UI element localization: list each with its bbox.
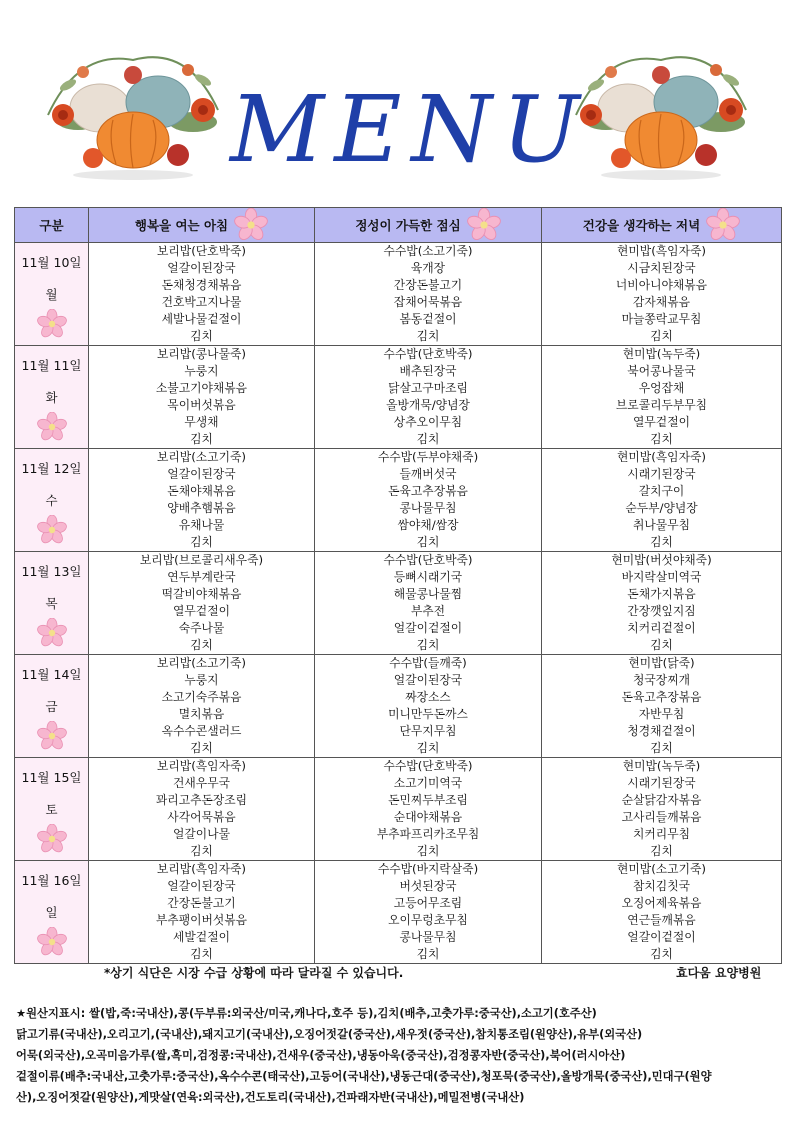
dish-item: 김치	[650, 638, 673, 652]
dish-item: 북어콩나물국	[627, 364, 696, 378]
dish-item: 김치	[190, 638, 213, 652]
dish-item: 시래기된장국	[627, 776, 696, 790]
dish-item: 콩나물무침	[399, 501, 457, 515]
origin-line: 산),오징어젓갈(원양산),게맛살(연육:외국산),건도토리(국내산),건파래자반(국내산),메밀전병(국내산)	[16, 1091, 525, 1104]
dish-item: 목이버섯볶음	[167, 398, 236, 412]
dish-item: 수수밥(단호박죽)	[383, 553, 473, 567]
day-cell	[15, 758, 89, 861]
origin-line: ★원산지표시: 쌀(밥,죽:국내산),콩(두부류:외국산/미국,캐나다,호주 등),김치(배추,고춧가루:중국산),소고기(호주산)	[16, 1007, 597, 1020]
dish-item: 열무겉절이	[173, 604, 230, 618]
dish-item: 참치김칫국	[633, 879, 690, 893]
pumpkin-bouquet-icon	[38, 40, 228, 180]
dinner-cell	[542, 346, 782, 449]
dish-item: 보리밥(흑임자죽)	[157, 862, 246, 876]
day-cell	[15, 861, 89, 964]
dish-item: 김치	[416, 535, 440, 549]
dish-item: 얼갈이된장국	[167, 879, 236, 893]
day-of-week: 일	[45, 905, 58, 920]
dish-item: 브로콜리두부무침	[615, 398, 708, 412]
day-of-week: 월	[45, 287, 58, 302]
lunch-header-label: 정성이 가득한 점심	[355, 218, 461, 233]
dish-item: 잡채어묵볶음	[393, 295, 463, 309]
dish-item: 김치	[650, 329, 673, 343]
dish-item: 김치	[416, 741, 440, 755]
dinner-cell	[542, 758, 782, 861]
dish-item: 세발겉절이	[173, 930, 230, 944]
dinner-cell	[542, 243, 782, 346]
menu-body	[15, 243, 782, 964]
dinner-cell	[542, 861, 782, 964]
day-of-week: 토	[45, 802, 58, 817]
dish-item: 현미밥(흑임자죽)	[617, 450, 706, 464]
breakfast-cell	[89, 449, 315, 552]
breakfast-cell	[89, 552, 315, 655]
page-header	[0, 0, 794, 200]
breakfast-header	[89, 208, 315, 243]
dish-item: 김치	[650, 432, 673, 446]
breakfast-cell	[89, 243, 315, 346]
day-cell	[15, 655, 89, 758]
dish-item: 양배추햄볶음	[167, 501, 236, 515]
dish-item: 해물콩나물찜	[393, 587, 463, 601]
dish-item: 간장깻잎지짐	[627, 604, 696, 618]
pumpkin-bouquet-icon	[566, 40, 756, 180]
day-of-week: 화	[45, 390, 58, 405]
day-date: 11월 14일	[21, 667, 82, 682]
day-cell	[15, 449, 89, 552]
dinner-header-label: 건강을 생각하는 저녁	[582, 218, 701, 233]
lunch-cell	[315, 243, 542, 346]
dish-item: 오징어제육볶음	[621, 896, 702, 910]
dish-item: 고등어무조림	[393, 896, 463, 910]
dish-item: 세발나물겉절이	[161, 312, 242, 326]
dish-item: 돈민찌두부조림	[388, 793, 468, 807]
dish-item: 고사리들깨볶음	[621, 810, 702, 824]
lunch-cell	[315, 552, 542, 655]
dish-item: 김치	[650, 741, 673, 755]
dish-item: 김치	[416, 638, 440, 652]
table-row	[15, 655, 782, 758]
origin-line: 닭고기류(국내산),오리고기,(국내산),돼지고기(국내산),오징어젓갈(중국산),새우젓(중국산),참치통조림(원양산),유부(외국산)	[16, 1028, 643, 1041]
cherry-blossom-icon	[37, 721, 67, 751]
table-row	[15, 758, 782, 861]
dish-item: 부추전	[410, 604, 446, 618]
breakfast-cell	[89, 655, 315, 758]
dish-item: 현미밥(버섯야채죽)	[611, 553, 712, 567]
dish-item: 상추오이무침	[393, 415, 463, 429]
hospital-name: 효다움 요양병원	[676, 966, 762, 980]
dish-item: 보리밥(브로콜리새우죽)	[139, 553, 264, 567]
dish-item: 건새우무국	[173, 776, 230, 790]
dish-item: 소고기숙주볶음	[161, 690, 242, 704]
table-row	[15, 243, 782, 346]
dish-item: 치커리무침	[633, 827, 690, 841]
page-title: MENU	[230, 76, 590, 183]
dish-item: 수수밥(들깨죽)	[389, 656, 467, 670]
dish-item: 얼갈이된장국	[167, 261, 236, 275]
dish-item: 수수밥(소고기죽)	[383, 244, 473, 258]
day-cell	[15, 346, 89, 449]
dish-item: 보리밥(콩나물죽)	[157, 347, 246, 361]
dish-item: 김치	[650, 844, 673, 858]
dish-item: 수수밥(단호박죽)	[383, 759, 473, 773]
day-of-week: 수	[45, 493, 58, 508]
cherry-blossom-icon	[37, 309, 67, 339]
breakfast-cell	[89, 346, 315, 449]
dish-item: 순대야채볶음	[393, 810, 463, 824]
dish-item: 미니만두돈까스	[388, 707, 468, 721]
dish-item: 봄동겉절이	[399, 312, 457, 326]
dish-item: 김치	[650, 947, 673, 961]
lunch-cell	[315, 655, 542, 758]
dish-item: 연근들깨볶음	[627, 913, 696, 927]
dish-item: 닭살고구마조림	[388, 381, 468, 395]
category-header-label: 구분	[39, 218, 64, 233]
dish-item: 김치	[416, 329, 440, 343]
dish-item: 누룽지	[184, 673, 219, 687]
dish-item: 콩나물무침	[399, 930, 457, 944]
dish-item: 돈육고추장볶음	[388, 484, 468, 498]
dish-item: 등뼈시래기국	[393, 570, 463, 584]
dish-item: 단무지무침	[399, 724, 457, 738]
dish-item: 숙주나물	[178, 621, 225, 635]
breakfast-cell	[89, 758, 315, 861]
dish-item: 청경채겉절이	[627, 724, 696, 738]
day-date: 11월 15일	[21, 770, 82, 785]
dinner-cell	[542, 655, 782, 758]
dish-item: 우엉잡채	[638, 381, 685, 395]
lunch-cell	[315, 758, 542, 861]
cherry-blossom-icon	[37, 515, 67, 545]
day-cell	[15, 243, 89, 346]
dish-item: 현미밥(녹두죽)	[622, 759, 701, 773]
dish-item: 부추팽이버섯볶음	[155, 913, 248, 927]
dish-item: 시금치된장국	[627, 261, 696, 275]
dinner-cell	[542, 449, 782, 552]
dish-item: 얼갈이된장국	[393, 673, 463, 687]
dish-item: 사각어묵볶음	[167, 810, 236, 824]
dish-item: 취나물무침	[633, 518, 690, 532]
origin-line: 겉절이류(배추:국내산,고춧가루:중국산),옥수수콘(태국산),고등어(국내산),냉동근대(중국산),청포묵(중국산),올방개묵(중국산),민대구(원양	[16, 1070, 712, 1083]
dish-item: 부추파프리카조무침	[376, 827, 480, 841]
dish-item: 청국장찌개	[633, 673, 690, 687]
cherry-blossom-icon	[37, 412, 67, 442]
dish-item: 건호박고지나물	[161, 295, 242, 309]
dish-item: 김치	[416, 844, 440, 858]
cherry-blossom-icon	[234, 208, 268, 242]
dish-item: 김치	[650, 535, 673, 549]
dish-item: 마늘쫑락교무침	[621, 312, 702, 326]
dinner-cell	[542, 552, 782, 655]
dish-item: 열무겉절이	[633, 415, 690, 429]
dish-item: 들깨버섯국	[399, 467, 457, 481]
dish-item: 순두부/양념장	[625, 501, 698, 515]
dish-item: 바지락살미역국	[621, 570, 702, 584]
dish-item: 멸치볶음	[178, 707, 225, 721]
dish-item: 보리밥(소고기죽)	[157, 450, 246, 464]
dish-item: 유채나물	[178, 518, 225, 532]
cherry-blossom-icon	[37, 618, 67, 648]
dish-item: 올방개묵/양념장	[386, 398, 470, 412]
table-row	[15, 861, 782, 964]
dish-item: 돈채가지볶음	[627, 587, 696, 601]
day-cell	[15, 552, 89, 655]
dish-item: 오이무렁초무침	[388, 913, 468, 927]
dish-item: 현미밥(흑임자죽)	[617, 244, 706, 258]
dish-item: 김치	[416, 947, 440, 961]
dish-item: 순살닭감자볶음	[621, 793, 702, 807]
dish-item: 수수밥(바지락살죽)	[377, 862, 479, 876]
dish-item: 돈채청경채볶음	[161, 278, 242, 292]
menu-table	[14, 207, 782, 964]
lunch-cell	[315, 346, 542, 449]
table-row	[15, 449, 782, 552]
dish-item: 소불고기야채볶음	[155, 381, 248, 395]
breakfast-cell	[89, 861, 315, 964]
dish-item: 보리밥(단호박죽)	[157, 244, 246, 258]
dish-item: 무생채	[184, 415, 219, 429]
lunch-cell	[315, 861, 542, 964]
dish-item: 김치	[190, 329, 213, 343]
cherry-blossom-icon	[706, 208, 740, 242]
dish-item: 짜장소스	[405, 690, 451, 704]
day-date: 11월 16일	[21, 873, 82, 888]
dish-item: 옥수수콘샐러드	[161, 724, 242, 738]
lunch-cell	[315, 449, 542, 552]
table-header-row	[15, 208, 782, 243]
dish-item: 갈치구이	[638, 484, 685, 498]
dish-item: 얼갈이겉절이	[393, 621, 463, 635]
day-date: 11월 13일	[21, 564, 82, 579]
dish-item: 수수밥(두부야채죽)	[377, 450, 479, 464]
category-header	[15, 208, 89, 243]
dish-item: 치커리겉절이	[627, 621, 696, 635]
dish-item: 얼갈이된장국	[167, 467, 236, 481]
cherry-blossom-icon	[467, 208, 501, 242]
dish-item: 김치	[190, 432, 213, 446]
dish-item: 김치	[416, 432, 440, 446]
dish-item: 수수밥(단호박죽)	[383, 347, 473, 361]
day-of-week: 금	[45, 699, 58, 714]
day-date: 11월 11일	[21, 358, 82, 373]
dish-item: 현미밥(닭죽)	[628, 656, 695, 670]
dish-item: 돈채야채볶음	[167, 484, 236, 498]
day-date: 11월 12일	[21, 461, 82, 476]
dish-item: 보리밥(흑임자죽)	[157, 759, 246, 773]
dish-item: 얼갈이겉절이	[627, 930, 696, 944]
dish-item: 너비아니야채볶음	[615, 278, 708, 292]
dish-item: 연두부계란국	[167, 570, 236, 584]
dish-item: 얼갈이나물	[173, 827, 230, 841]
menu-note: *상기 식단은 시장 수급 상황에 따라 달라질 수 있습니다.	[104, 966, 404, 980]
dish-item: 꽈리고추돈장조림	[155, 793, 248, 807]
breakfast-header-label: 행복을 여는 아침	[134, 218, 229, 233]
day-of-week: 목	[45, 596, 58, 611]
dish-item: 김치	[190, 741, 213, 755]
dinner-header	[542, 208, 782, 243]
dish-item: 육개장	[410, 261, 446, 275]
dish-item: 소고기미역국	[393, 776, 463, 790]
dish-item: 누룽지	[184, 364, 219, 378]
dish-item: 시래기된장국	[627, 467, 696, 481]
cherry-blossom-icon	[37, 824, 67, 854]
dish-item: 버섯된장국	[399, 879, 457, 893]
dish-item: 간장돈불고기	[167, 896, 236, 910]
dish-item: 보리밥(소고기죽)	[157, 656, 246, 670]
dish-item: 떡갈비야채볶음	[161, 587, 242, 601]
day-date: 11월 10일	[21, 255, 82, 270]
origin-line: 어묵(외국산),오곡미음가루(쌀,흑미,검정콩:국내산),건새우(중국산),냉동아욱(중국산),검정콩자반(중국산),북어(러시아산)	[16, 1049, 626, 1062]
dish-item: 감자채볶음	[633, 295, 690, 309]
dish-item: 쌈야채/쌈장	[397, 518, 459, 532]
dish-item: 간장돈불고기	[393, 278, 463, 292]
cherry-blossom-icon	[37, 927, 67, 957]
table-row	[15, 346, 782, 449]
lunch-header	[315, 208, 542, 243]
dish-item: 김치	[190, 947, 213, 961]
table-row	[15, 552, 782, 655]
dish-item: 현미밥(녹두죽)	[622, 347, 701, 361]
dish-item: 현미밥(소고기죽)	[617, 862, 706, 876]
origin-info	[16, 1003, 782, 1108]
dish-item: 자반무침	[638, 707, 685, 721]
dish-item: 배추된장국	[399, 364, 457, 378]
dish-item: 돈육고추장볶음	[621, 690, 702, 704]
dish-item: 김치	[190, 844, 213, 858]
dish-item: 김치	[190, 535, 213, 549]
